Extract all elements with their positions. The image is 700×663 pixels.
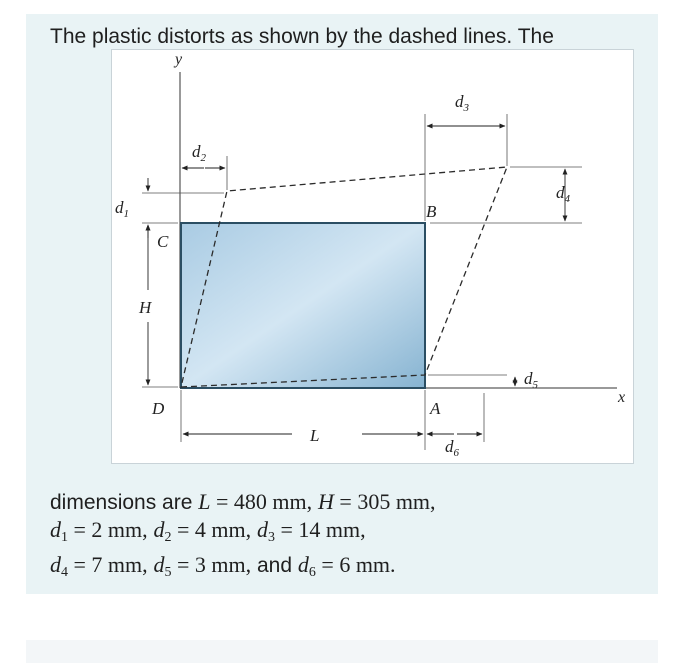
- figure-svg: [112, 50, 635, 465]
- d5-label: $d_5$: [524, 369, 538, 391]
- vertex-label-D: D: [152, 399, 165, 418]
- distortion-figure: [111, 49, 634, 464]
- problem-intro-text: The plastic distorts as shown by the dashed lines. The: [50, 25, 554, 48]
- vertex-label-A: A: [430, 399, 441, 418]
- L-label: L: [310, 426, 320, 445]
- dimensions-text: [50, 488, 436, 586]
- vertex-label-B: B: [426, 202, 437, 221]
- dim-d3: d3 = 14 mm,: [257, 517, 366, 545]
- dim-d6: d6 = 6 mm.: [297, 552, 396, 580]
- answer-area-strip: [26, 640, 658, 663]
- dim-d5: d5 = 3 mm,: [153, 552, 252, 580]
- H-label: H: [139, 298, 152, 317]
- dim-d1: d1 = 2 mm,: [50, 517, 148, 545]
- plastic-plate: [181, 223, 425, 388]
- dimensions-line-3: d4 = 7 mm, d5 = 3 mm, and d6 = 6 mm.: [50, 552, 396, 580]
- dimensions-line-1: dimensions are L = 480 mm, H = 305 mm,: [50, 489, 436, 514]
- y-axis-label: y: [175, 51, 183, 68]
- dimensions-line-2: [50, 516, 436, 551]
- d1-label: $d_1$: [115, 198, 129, 220]
- vertex-label-C: C: [157, 232, 169, 251]
- dim-H: H = 305 mm,: [318, 489, 436, 514]
- d2-label: $d_2$: [192, 142, 206, 164]
- dim-d4: d4 = 7 mm,: [50, 552, 148, 580]
- dim-L: L = 480 mm,: [198, 489, 313, 514]
- dim-d2: d2 = 4 mm,: [153, 517, 252, 545]
- d3-label: $d_3$: [455, 92, 469, 114]
- x-axis-label: x: [618, 389, 626, 406]
- d4-label: $d_4$: [556, 183, 570, 205]
- d6-label: $d_6$: [445, 437, 459, 459]
